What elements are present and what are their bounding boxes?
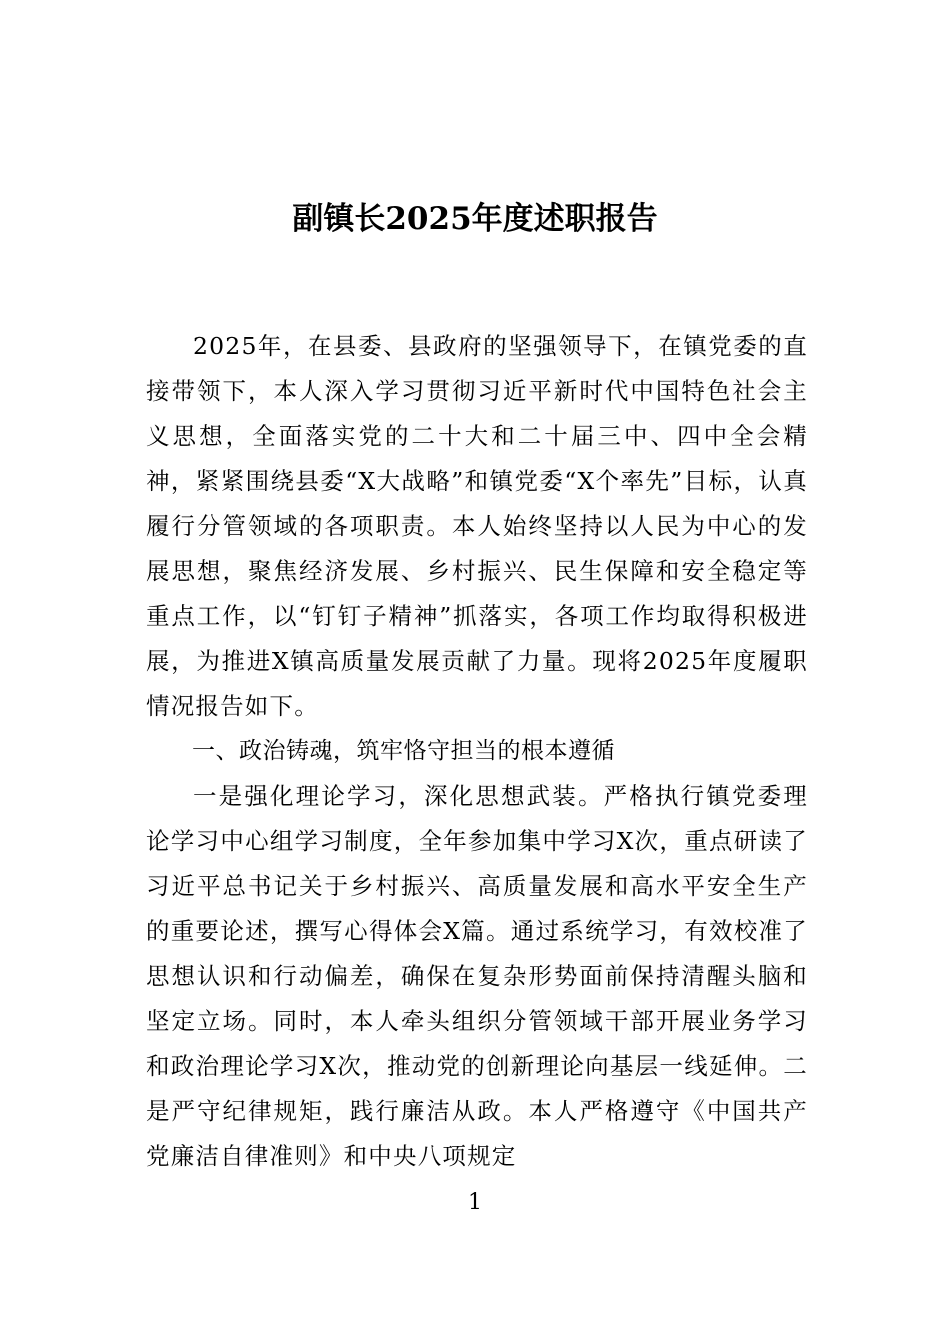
document-body — [146, 324, 808, 1179]
section-paragraph: 一是强化理论学习，深化思想武装。严格执行镇党委理论学习中心组学习制度，全年参加集中学习X次，重点研读了习近平总书记关于乡村振兴、高质量发展和高水平安全生产的重要论述，撰写心得体会X篇。通过系统学习，有效校准了思想认识和行动偏差，确保在复杂形势面前保持清醒头脑和坚定立场。同时，本人牵头组织分管领域干部开展业务学习和政治理论学习X次，推动党的创新理论向基层一线延伸。二是严守纪律规矩，践行廉洁从政。本人严格遵守《中国共产党廉洁自律准则》和中央八项规定 — [146, 782, 808, 1170]
document-title: 副镇长2025年度述职报告 — [292, 201, 658, 237]
section-heading: 一、政治铸魂，筑牢恪守担当的根本遵循 — [192, 738, 615, 764]
intro-paragraph: 2025年，在县委、县政府的坚强领导下，在镇党委的直接带领下，本人深入学习贯彻习近平新时代中国特色社会主义思想，全面落实党的二十大和二十届三中、四中全会精神，紧紧围绕县委“X大战略”和镇党委“X个率先”目标，认真履行分管领域的各项职责。本人始终坚持以人民为中心的发展思想，聚焦经济发展、乡村振兴、民生保障和安全稳定等重点工作，以“钉钉子精神”抓落实，各项工作均取得积极进展，为推进X镇高质量发展贡献了力量。现将2025年度履职情况报告如下。 — [146, 332, 808, 720]
page-number: 1 — [468, 1190, 482, 1215]
